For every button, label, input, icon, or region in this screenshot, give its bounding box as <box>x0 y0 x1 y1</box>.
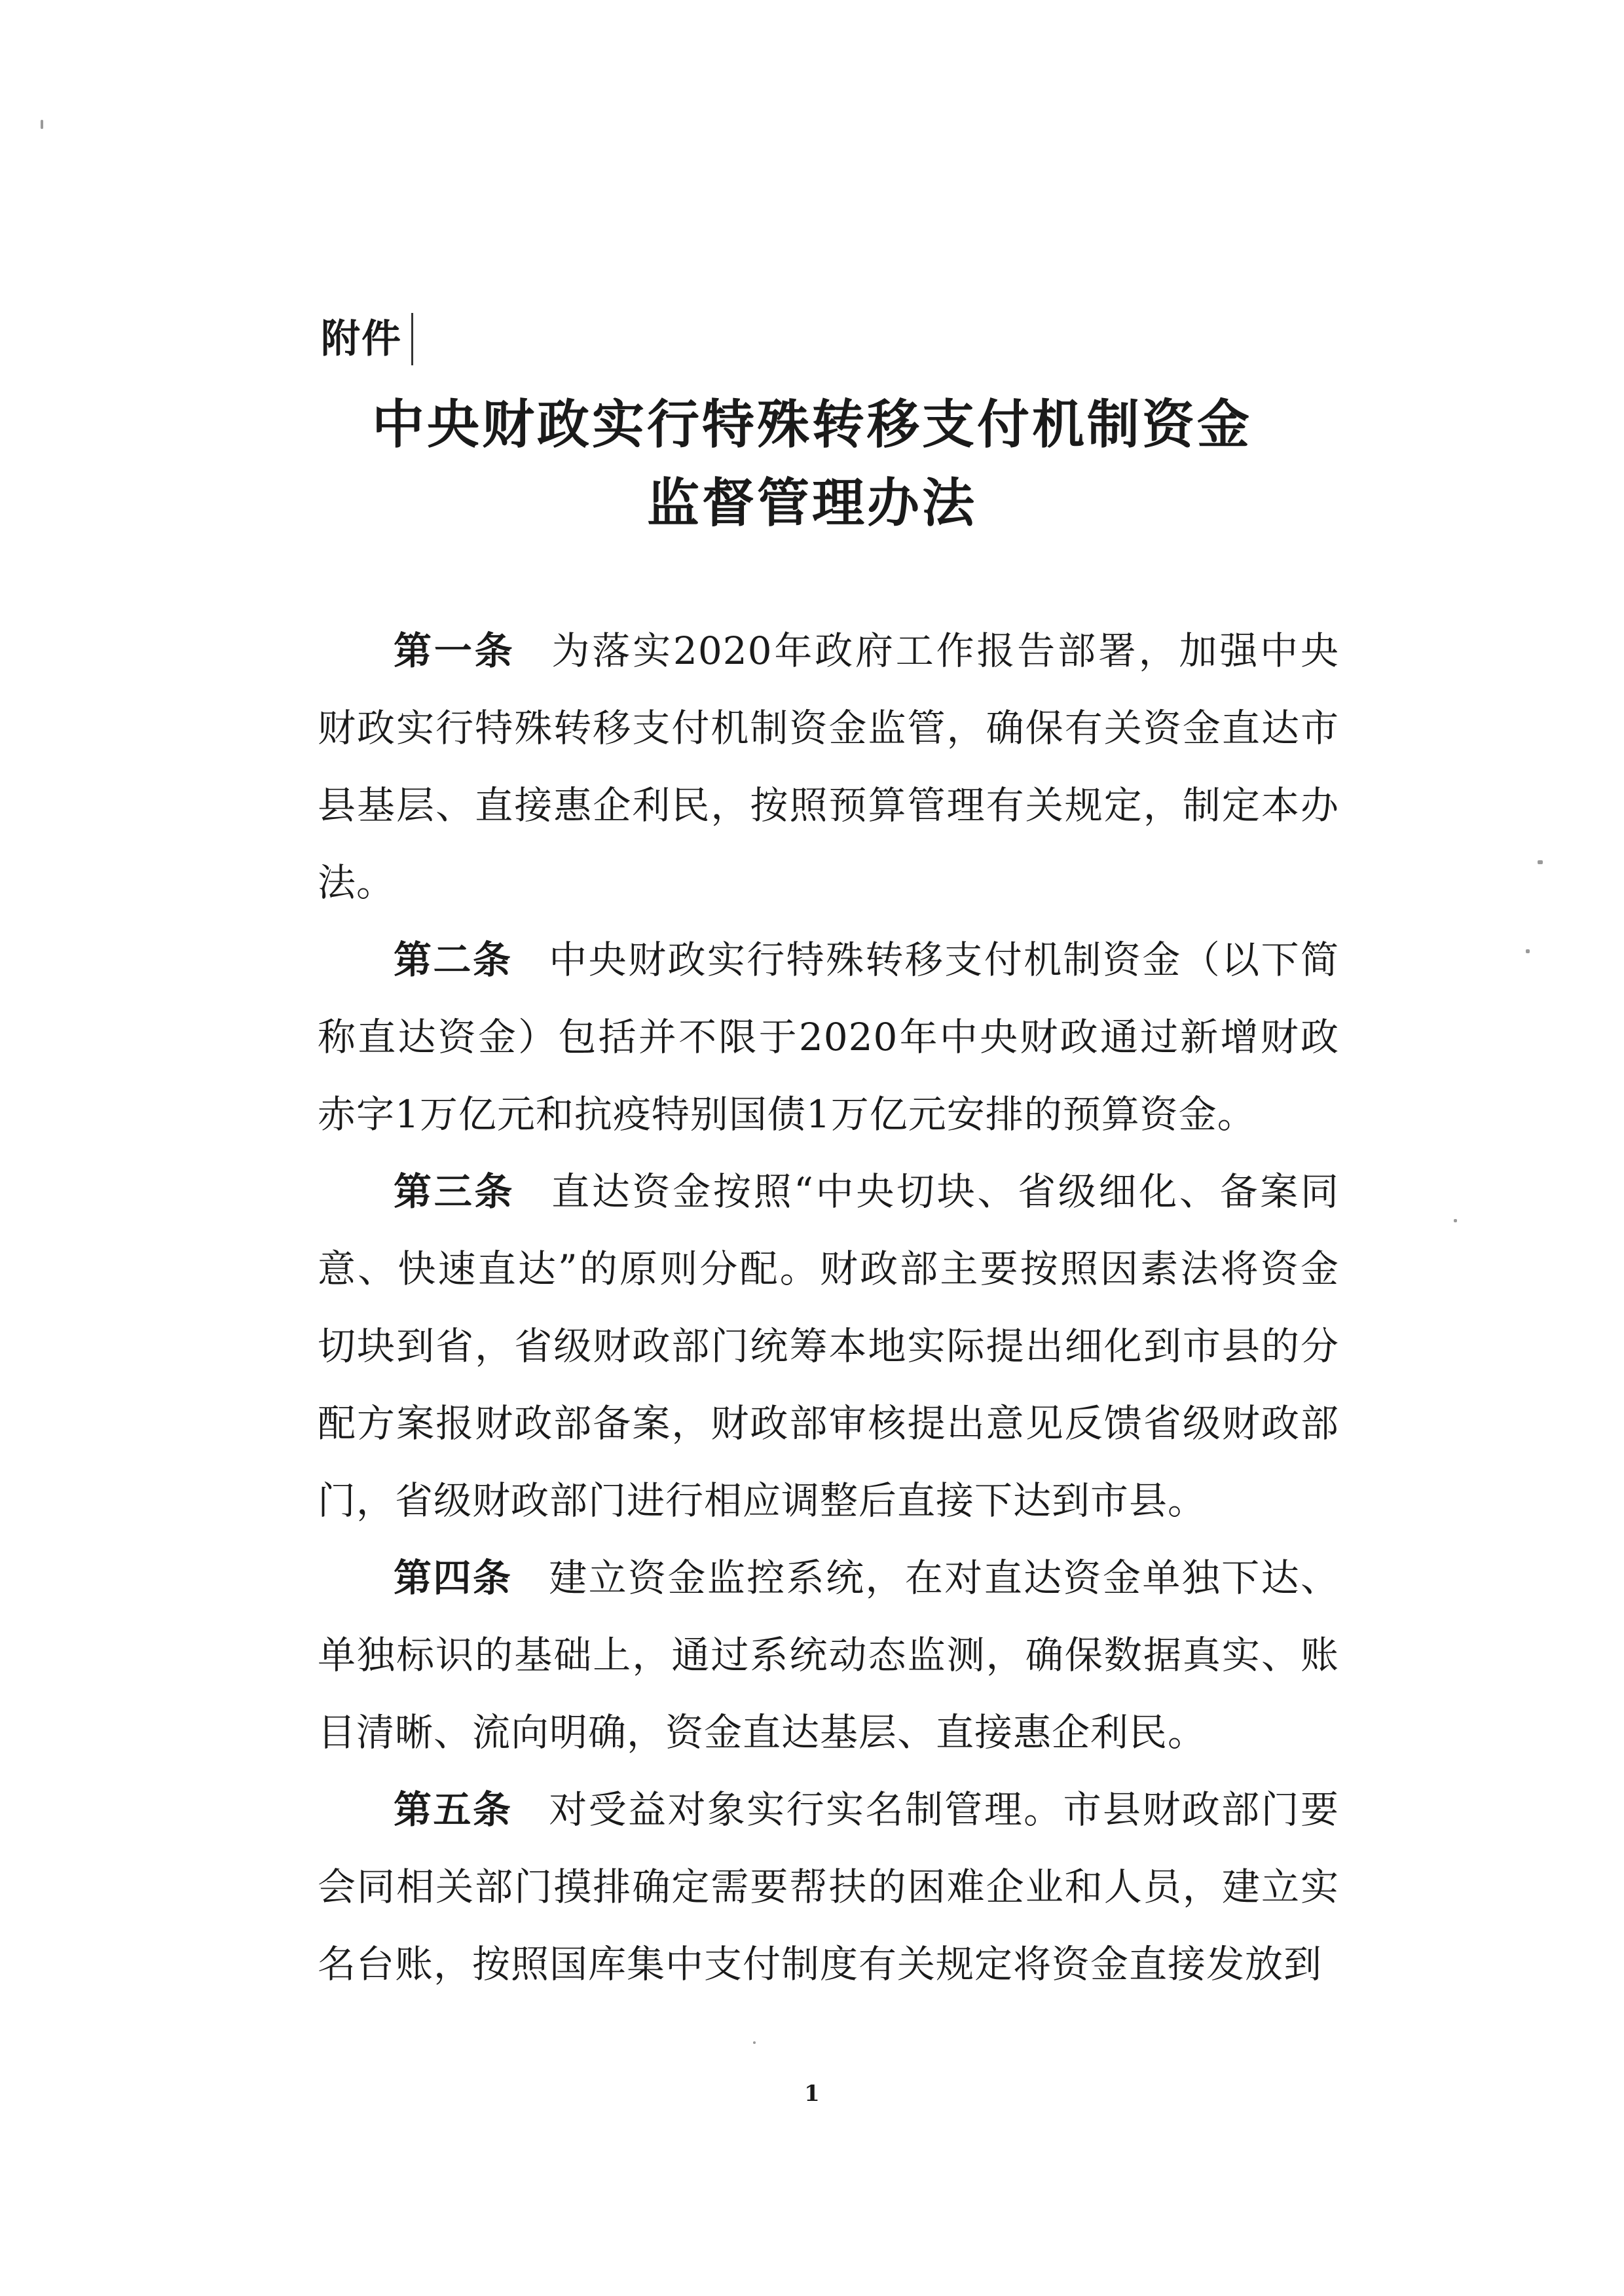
article-number: 第五条 <box>394 1787 513 1832</box>
article-text: 中央财政实行特殊转移支付机制资金（以下简称直达资金）包括并不限于2020年中央财政通过新增财政赤字1万亿元和抗疫特别国债1万亿元安排的预算资金。 <box>318 938 1339 1137</box>
scan-speck <box>41 120 43 129</box>
article-number: 第三条 <box>394 1169 515 1214</box>
article-5 <box>318 1771 1339 2003</box>
article-text: 建立资金监控系统，在对直达资金单独下达、单独标识的基础上，通过系统动态监测，确保数据真实、账目清晰、流向明确，资金直达基层、直接惠企利民。 <box>318 1556 1339 1755</box>
article-text: 为落实2020年政府工作报告部署，加强中央财政实行特殊转移支付机制资金监管，确保有关资金直达市县基层、直接惠企利民，按照预算管理有关规定，制定本办法。 <box>318 629 1339 905</box>
document-title-line-1: 中央财政实行特殊转移支付机制资金 <box>372 393 1252 455</box>
document-body <box>318 612 1339 2003</box>
scan-speck <box>753 2041 756 2044</box>
article-2 <box>318 921 1339 1153</box>
article-text: 对受益对象实行实名制管理。市县财政部门要会同相关部门摸排确定需要帮扶的困难企业和人员，建立实名台账，按照国库集中支付制度有关规定将资金直接发放到 <box>318 1787 1339 1986</box>
article-number: 第一条 <box>394 629 515 673</box>
article-4 <box>318 1539 1339 1771</box>
article-3 <box>318 1153 1339 1539</box>
document-title-line-2: 监督管理办法 <box>647 472 977 534</box>
scan-speck <box>1526 949 1530 953</box>
article-text: 直达资金按照“中央切块、省级细化、备案同意、快速直达”的原则分配。财政部主要按照因素法将资金切块到省，省级财政部门统筹本地实际提出细化到市县的分配方案报财政部备案，财政部审核提出意见反馈省级财政部门，省级财政部门进行相应调整后直接下达到市县。 <box>318 1169 1339 1523</box>
article-number: 第四条 <box>394 1556 513 1600</box>
page-number: 1 <box>804 2081 820 2107</box>
article-1 <box>318 612 1339 921</box>
article-number: 第二条 <box>394 938 513 982</box>
scan-speck <box>1454 1219 1457 1222</box>
attachment-label: 附件 <box>321 313 413 365</box>
scan-speck <box>1538 860 1543 864</box>
